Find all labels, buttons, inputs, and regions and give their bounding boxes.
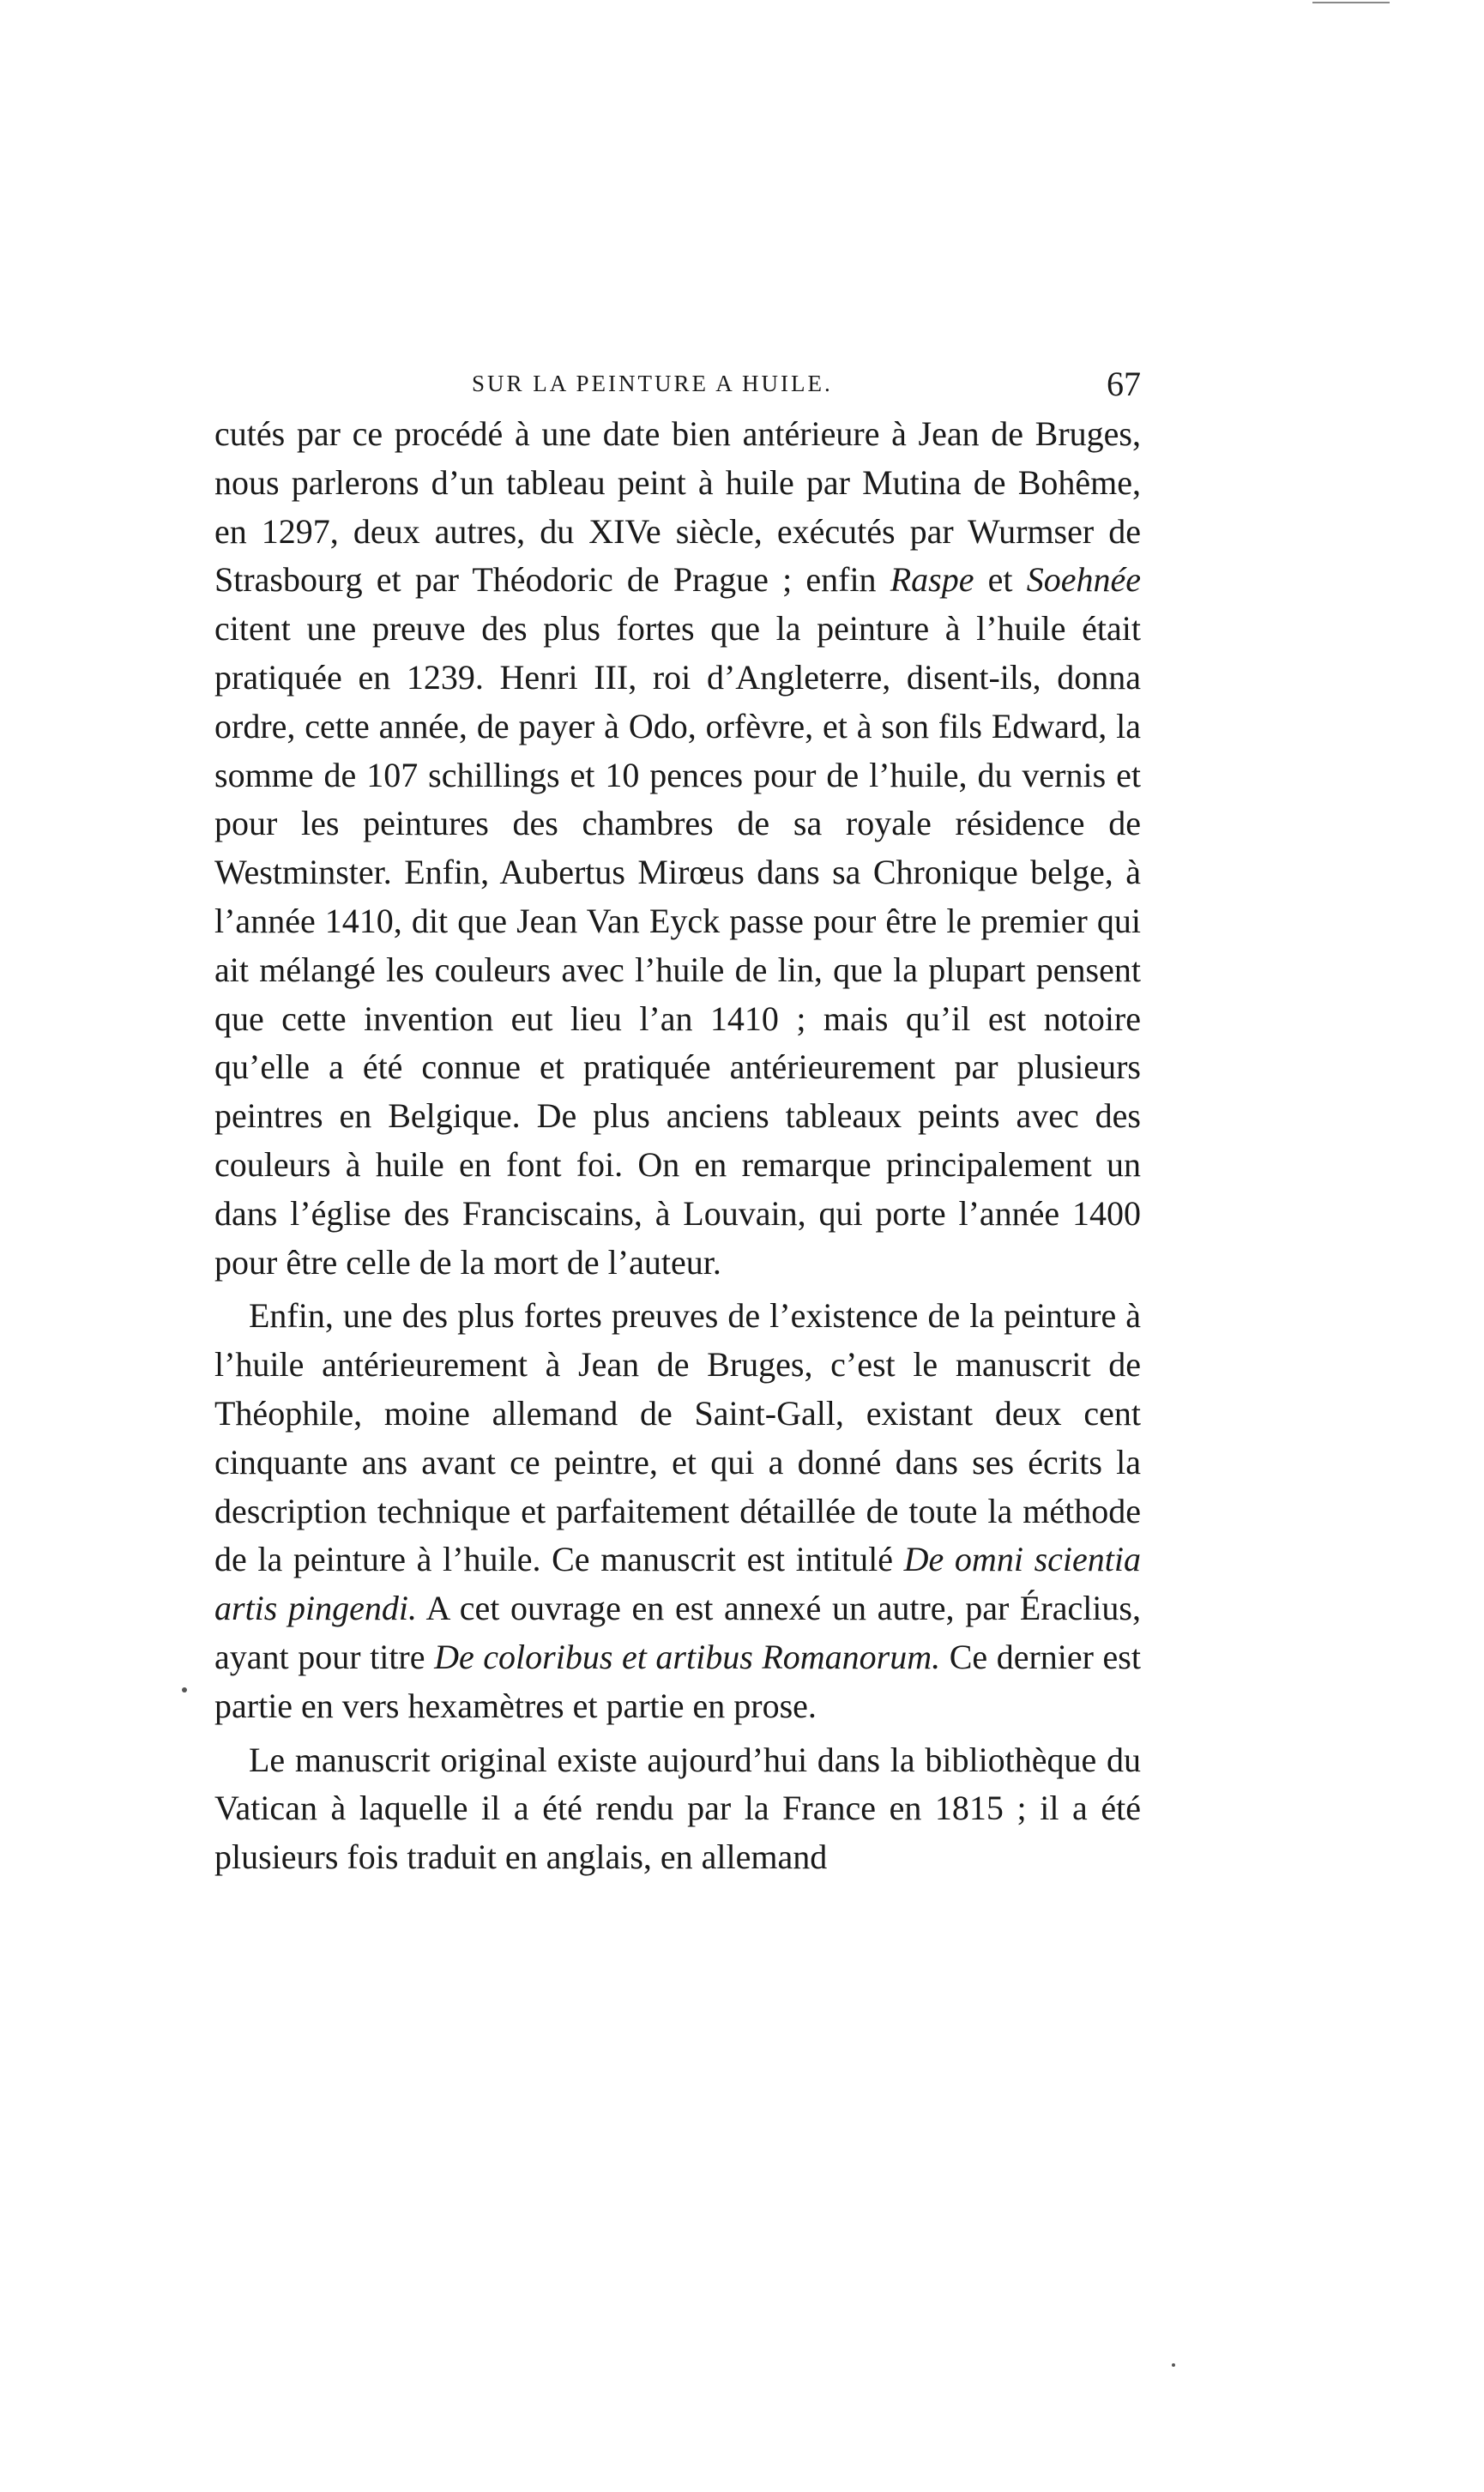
text-run: et bbox=[974, 560, 1027, 600]
text-run: Ce dernier est partie en vers hexamètres et partie en prose. bbox=[214, 1637, 1141, 1725]
page-header bbox=[214, 365, 1141, 413]
italic-title: De coloribus et artibus Romanorum. bbox=[434, 1637, 941, 1676]
italic-title: De omni scientia artis pingendi. bbox=[214, 1540, 1141, 1628]
text-run: A cet ouvrage en est annexé un autre, par Éraclius, ayant pour titre bbox=[214, 1589, 1141, 1676]
paragraph-1 bbox=[214, 410, 1141, 1287]
margin-dot bbox=[1172, 2363, 1175, 2367]
paragraph-2 bbox=[214, 1292, 1141, 1730]
page-number: 67 bbox=[1107, 365, 1141, 403]
italic-title: Raspe bbox=[890, 560, 974, 600]
text-run: citent une preuve des plus fortes que la peinture à l’huile était pratiquée en 1239. Henri III, roi d’Angleterre, disent-ils, donna ordre, cette année, de payer à Odo, orfèvre, et à son fils Edward, la somme de 107 schillings et 10 pences pour de l’huile, du vernis et pour les peintures des chambres de sa royale résidence de Westminster. Enfin, Aubertus Mirœus dans sa Chronique belge, à l’année 1410, dit que Jean Van Eyck passe pour être le premier qui ait mélangé les couleurs avec l’huile de lin, que la plupart pensent que cette invention eut lieu l’an 1410 ; mais qu’il est notoire qu’elle a été connue et pratiquée antérieurement par plusieurs peintres en Belgique. De plus anciens tableaux peints avec des couleurs à huile en font foi. On en remarque principalement un dans l’église des Franciscains, à Louvain, qui porte l’année 1400 pour être celle de la mort de l’auteur. bbox=[214, 609, 1141, 1282]
text-run: Le manuscrit original existe aujourd’hui dans la bibliothèque du Vatican à laquelle il a été rendu par la France en 1815 ; il a été plusieurs fois traduit en anglais, en allemand bbox=[214, 1740, 1141, 1877]
running-head: SUR LA PEINTURE A HUILE. bbox=[472, 371, 833, 396]
scan-mark bbox=[1312, 2, 1390, 3]
text-run: cutés par ce procédé à une date bien antérieure à Jean de Bruges, nous parlerons d’un tableau peint à huile par Mutina de Bohême, en 1297, deux autres, du XIVe siècle, exécutés par Wurmser de Strasbourg et par Théodoric de Prague ; enfin bbox=[214, 414, 1141, 600]
body-text bbox=[214, 410, 1141, 1887]
italic-title: Soehnée bbox=[1026, 560, 1141, 600]
paragraph-3 bbox=[214, 1736, 1141, 1882]
margin-dot bbox=[182, 1687, 187, 1693]
text-run: Enfin, une des plus fortes preuves de l’existence de la peinture à l’huile antérieurement à Jean de Bruges, c’est le manuscrit de Théophile, moine allemand de Saint-Gall, existant deux cent cinquante ans avant ce peintre, et qui a donné dans ses écrits la description technique et parfaitement détaillée de toute la méthode de la peinture à l’huile. Ce manuscrit est intitulé bbox=[214, 1296, 1141, 1579]
